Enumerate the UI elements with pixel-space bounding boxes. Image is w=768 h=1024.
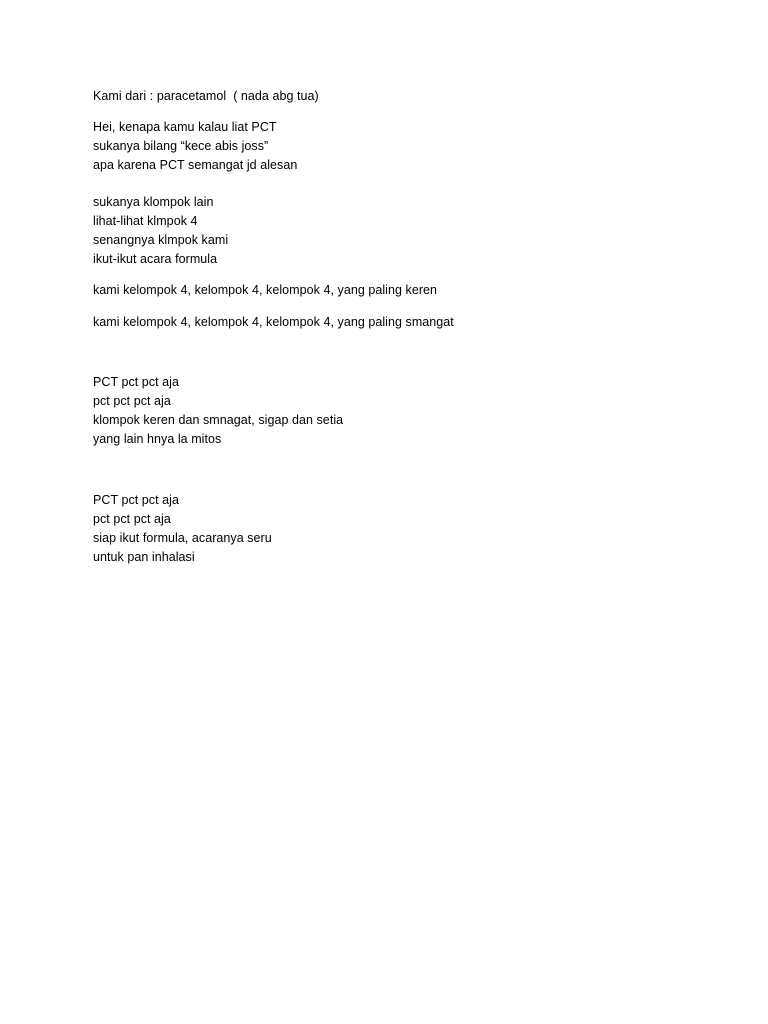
- verse3-line-3: klompok keren dan smnagat, sigap dan setia: [93, 413, 344, 427]
- verse1-line-1: Hei, kenapa kamu kalau liat PCT: [93, 120, 277, 134]
- verse2-line-1: sukanya klompok lain: [93, 195, 214, 209]
- chorus-line-2: kami kelompok 4, kelompok 4, kelompok 4, yang paling smangat: [93, 315, 454, 329]
- verse3-line-1: PCT pct pct aja: [93, 375, 179, 389]
- verse2-line-4: ikut-ikut acara formula: [93, 252, 218, 266]
- verse4-line-3: siap ikut formula, acaranya seru: [93, 531, 272, 545]
- verse2-line-2: lihat-lihat klmpok 4: [93, 214, 198, 228]
- document-title: Kami dari : paracetamol ( nada abg tua): [93, 89, 319, 103]
- verse1-line-3: apa karena PCT semangat jd alesan: [93, 158, 298, 172]
- verse4-line-4: untuk pan inhalasi: [93, 550, 195, 564]
- verse4-line-1: PCT pct pct aja: [93, 493, 179, 507]
- verse4-line-2: pct pct pct aja: [93, 512, 171, 526]
- verse1-line-2: sukanya bilang “kece abis joss”: [93, 139, 269, 153]
- chorus-line-1: kami kelompok 4, kelompok 4, kelompok 4, yang paling keren: [93, 283, 438, 297]
- verse3-line-4: yang lain hnya la mitos: [93, 432, 222, 446]
- verse3-line-2: pct pct pct aja: [93, 394, 171, 408]
- verse2-line-3: senangnya klmpok kami: [93, 233, 229, 247]
